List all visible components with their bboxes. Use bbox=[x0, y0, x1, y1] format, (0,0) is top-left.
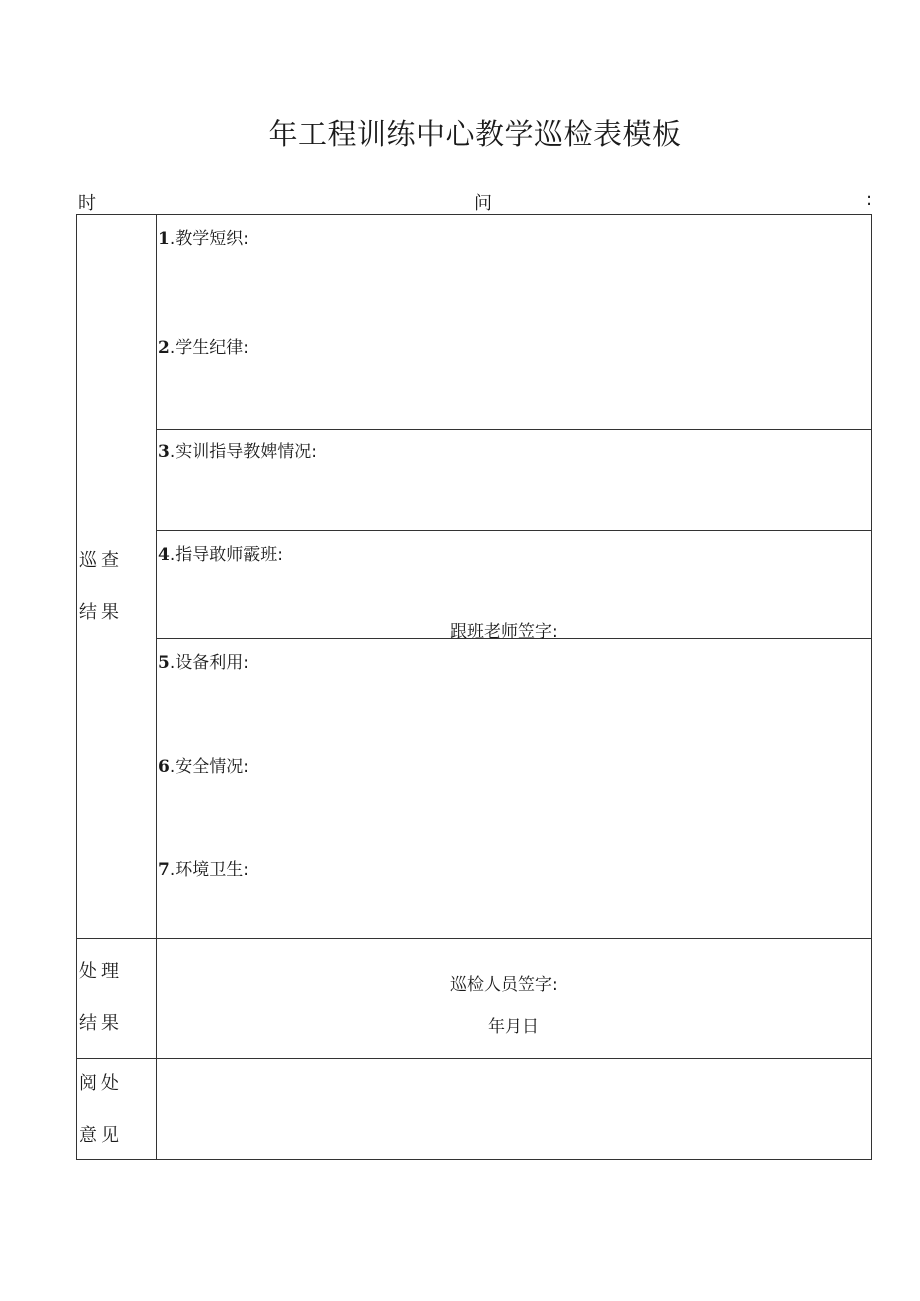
time-label-left: 时 bbox=[78, 193, 96, 214]
time-row bbox=[0, 189, 920, 213]
item-student-discipline: 2.学生纪律: bbox=[158, 338, 249, 358]
handling-result-label: 处理 结果 bbox=[79, 961, 123, 1034]
follow-teacher-signature: 跟班老师笠字: bbox=[450, 622, 558, 642]
inspection-result-label: 巡查 结果 bbox=[79, 550, 123, 623]
column-divider bbox=[156, 214, 157, 1160]
item-teaching-organization: 1.教学短织: bbox=[158, 229, 249, 249]
row-divider-2 bbox=[156, 530, 872, 531]
row-divider-1 bbox=[156, 429, 872, 430]
inspector-signature: 巡检人员笠字: bbox=[450, 975, 558, 995]
review-opinion-label: 阅处 意见 bbox=[79, 1073, 123, 1146]
item-instructor-status: 3.实训指导教婢情况: bbox=[158, 442, 317, 462]
time-label-right: : bbox=[866, 189, 873, 210]
time-label-middle: 问 bbox=[474, 193, 492, 214]
page-title: 年工程训练中心教学巡检表模板 bbox=[268, 117, 682, 151]
item-safety-status: 6.安全情况: bbox=[158, 757, 249, 777]
section-divider-1 bbox=[76, 938, 872, 939]
section-divider-2 bbox=[76, 1058, 872, 1059]
item-environment-hygiene: 7.环境卫生: bbox=[158, 860, 249, 880]
item-equipment-usage: 5.设备利用: bbox=[158, 653, 249, 673]
date-label: 年月日 bbox=[488, 1017, 539, 1037]
item-instructor-follow: 4.指导敢师霰班: bbox=[158, 545, 283, 565]
